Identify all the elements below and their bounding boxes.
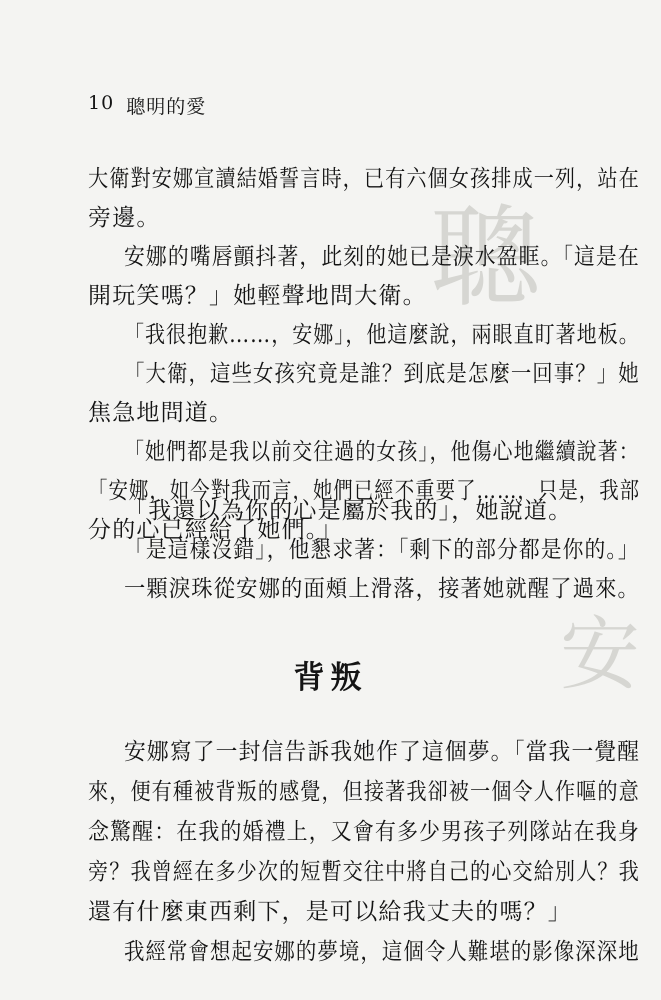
body-line: 「大衛，這些女孩究竟是誰？到底是怎麼一回事？」她	[124, 361, 640, 387]
page-number: 10	[88, 92, 115, 114]
body-line: 旁？我曾經在多少次的短暫交往中將自己的心交給別人？我	[88, 859, 640, 885]
body-line: 「是這樣沒錯」，他懇求著：「剩下的部分都是你的。」	[124, 537, 640, 563]
body-line: 焦急地問道。	[88, 400, 234, 426]
body-line: 開玩笑嗎？」她輕聲地問大衛。	[88, 283, 427, 309]
body-line: 大衛對安娜宣讀結婚誓言時，已有六個女孩排成一列，站在	[88, 166, 640, 192]
body-line: 安娜寫了一封信告訴我她作了這個夢。「當我一覺醒	[124, 739, 641, 765]
body-line: 念驚醒：在我的婚禮上，又會有多少男孩子列隊站在我身	[88, 819, 640, 845]
body-line: 分的心已經給了她們。」	[88, 517, 343, 543]
show-through-mark: 安	[560, 608, 640, 701]
show-through-mark: 聰	[430, 194, 540, 322]
body-line: 一顆淚珠從安娜的面頰上滑落，接著她就醒了過來。	[124, 576, 640, 602]
body-line: 安娜的嘴唇顫抖著，此刻的她已是淚水盈眶。「這是在	[124, 244, 640, 270]
body-line: 「我很抱歉……，安娜」，他這麼說，兩眼直盯著地板。	[124, 322, 640, 348]
body-line: 旁邊。	[88, 205, 161, 231]
body-line: 「她們都是我以前交往過的女孩」，他傷心地繼續說著：	[124, 439, 640, 465]
body-line: 「安娜，如今對我而言，她們已經不重要了……，只是，我部	[88, 478, 641, 504]
section-heading: 背叛	[293, 660, 368, 696]
body-line: 「我還以為你的心是屬於我的」，她說道。	[124, 498, 573, 524]
running-header	[88, 92, 206, 119]
book-title: 聰明的愛	[126, 96, 207, 118]
body-line: 我經常會想起安娜的夢境，這個令人難堪的影像深深地	[124, 939, 640, 965]
body-line: 來，便有種被背叛的感覺，但接著我卻被一個令人作嘔的意	[88, 779, 640, 805]
body-line: 還有什麼東西剩下，是可以給我丈夫的嗎？」	[88, 899, 572, 925]
